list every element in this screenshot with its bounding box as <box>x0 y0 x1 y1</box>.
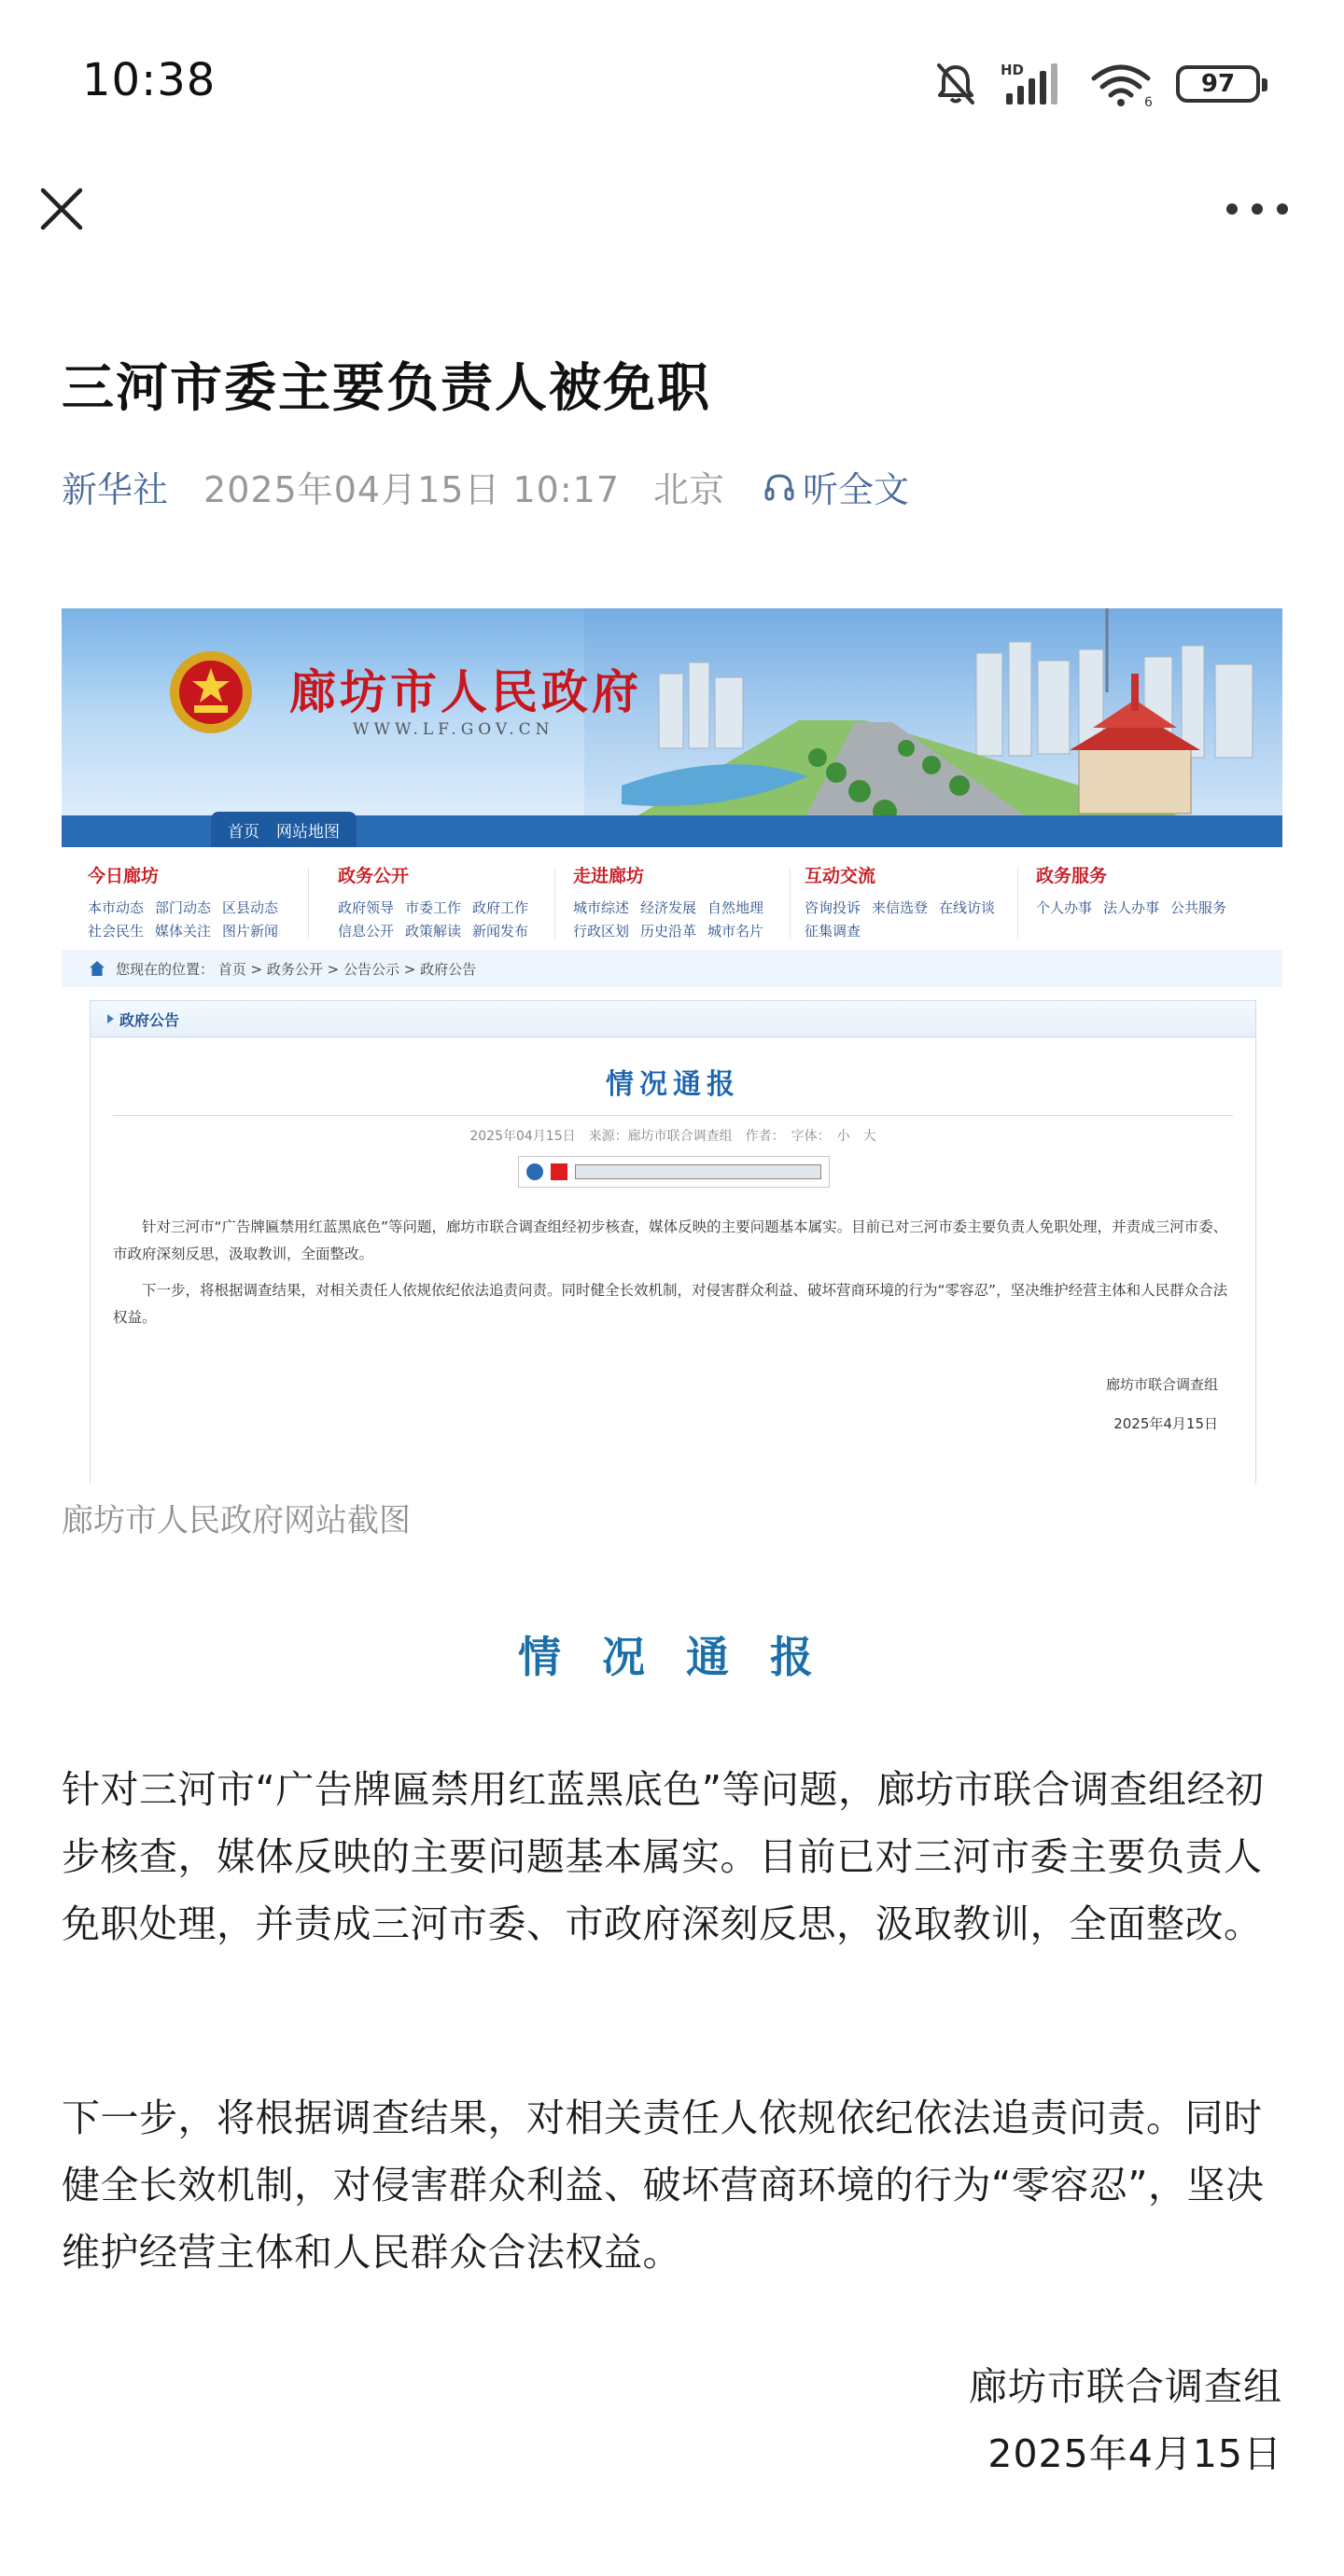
gov-category-link[interactable]: 政府工作 <box>472 899 529 916</box>
gov-notice-panel <box>90 1000 1256 1483</box>
city-scene-illustration <box>584 608 1282 847</box>
gov-category-link[interactable]: 政策解读 <box>405 923 462 940</box>
gov-category-link[interactable]: 政府领导 <box>338 899 395 916</box>
gov-category-link[interactable]: 城市综述 <box>573 899 630 916</box>
signature-org: 廊坊市联合调查组 <box>969 2364 1282 2409</box>
notice-paragraph: 下一步，将根据调查结果，对相关责任人依规依纪依法追责问责。同时健全长效机制，对侵害群众利益、破坏营商环境的行为“零容忍”，坚决维护经营主体和人民群众合法权益。 <box>62 2096 1265 2275</box>
image-caption: 廊坊市人民政府网站截图 <box>62 1502 411 1539</box>
gov-category-link[interactable]: 新闻发布 <box>472 923 529 940</box>
gov-category-title: 今日廊坊 <box>88 866 160 886</box>
gov-category-link[interactable]: 城市名片 <box>707 923 764 940</box>
play-icon[interactable] <box>526 1163 543 1180</box>
gov-notice-paragraph: 下一步，将根据调查结果，对相关责任人依规依纪依法追责问责。同时健全长效机制，对侵害群众利益、破坏营商环境的行为“零容忍”，坚决维护经营主体和人民群众合法权益。 <box>113 1282 1228 1326</box>
gov-notice-title: 情况通报 <box>606 1068 740 1101</box>
gov-category-bar <box>62 847 1282 951</box>
gov-signature-date: 2025年4月15日 <box>1113 1415 1218 1432</box>
gov-notice-meta: 2025年04月15日 来源：廊坊市联合调查组 作者： 字体： 小 大 <box>469 1129 876 1144</box>
gov-category-link[interactable]: 咨询投诉 <box>805 899 861 916</box>
bell-muted-icon <box>931 60 980 108</box>
article-location: 北京 <box>653 469 725 510</box>
gov-category <box>573 862 788 943</box>
listen-label: 听全文 <box>803 469 910 510</box>
gov-category-link[interactable]: 行政区划 <box>573 923 630 940</box>
more-options-button[interactable] <box>1226 192 1288 226</box>
more-dots-icon <box>1226 203 1238 215</box>
gov-banner <box>62 608 1282 847</box>
gov-category-link[interactable]: 征集调查 <box>805 923 861 940</box>
article-title: 三河市委主要负责人被免职 <box>62 358 711 419</box>
gov-category-title: 政务服务 <box>1036 866 1108 886</box>
gov-nav-tabs <box>211 812 357 847</box>
divider <box>113 1115 1233 1116</box>
gov-category-link[interactable]: 历史沿革 <box>640 923 697 940</box>
gov-tab-sitemap[interactable]: 网站地图 <box>276 822 340 842</box>
article-source[interactable]: 新华社 <box>62 469 169 510</box>
audio-player <box>518 1156 830 1188</box>
notice-paragraph: 针对三河市“广告牌匾禁用红蓝黑底色”等问题，廊坊市联合调查组经初步核查，媒体反映的主要问题基本属实。目前已对三河市委主要负责人免职处理，并责成三河市委、市政府深刻反思，汲取教训，全面整改。 <box>62 1767 1265 1946</box>
gov-tab-home[interactable]: 首页 <box>228 822 259 842</box>
gov-signature-org: 廊坊市联合调查组 <box>1105 1376 1218 1393</box>
notice-signature <box>969 2353 1282 2487</box>
close-button[interactable] <box>35 183 88 235</box>
gov-notice-signature <box>1106 1365 1218 1443</box>
stop-icon[interactable] <box>551 1163 567 1180</box>
gov-category-title: 互动交流 <box>805 866 876 886</box>
gov-category-link[interactable]: 市委工作 <box>405 899 462 916</box>
gov-breadcrumb <box>62 950 1282 987</box>
signature-date: 2025年4月15日 <box>987 2431 1282 2476</box>
gov-category <box>1036 862 1251 920</box>
status-bar <box>0 0 1344 168</box>
gov-category-title: 走进廊坊 <box>573 866 645 886</box>
gov-category-link[interactable]: 来信选登 <box>872 899 929 916</box>
home-icon <box>90 961 105 976</box>
national-emblem-icon <box>166 647 256 737</box>
audio-progress-track[interactable] <box>575 1164 821 1179</box>
gov-category-link[interactable]: 个人办事 <box>1036 899 1093 916</box>
gov-website-screenshot[interactable] <box>62 608 1282 1483</box>
gov-category <box>805 862 1019 943</box>
network-label: HD <box>1001 62 1025 78</box>
status-time: 10:38 <box>82 54 217 106</box>
gov-category-title: 政务公开 <box>338 866 410 886</box>
battery-icon: 97 <box>1176 65 1260 103</box>
gov-category-link[interactable]: 本市动态 <box>88 899 145 916</box>
gov-category <box>338 862 553 943</box>
article-meta <box>62 461 909 512</box>
gov-category-link[interactable]: 媒体关注 <box>155 923 212 940</box>
gov-category-link[interactable]: 社会民生 <box>88 923 145 940</box>
wifi-badge: 6 <box>1144 95 1153 108</box>
gov-category <box>88 862 302 943</box>
article-datetime: 2025年04月15日 10:17 <box>203 469 621 510</box>
gov-category-link[interactable]: 公共服务 <box>1170 899 1227 916</box>
gov-site-url: WWW.LF.GOV.CN <box>353 720 554 739</box>
wifi-icon <box>1090 60 1155 108</box>
gov-category-link[interactable]: 经济发展 <box>640 899 697 916</box>
gov-category-link[interactable]: 信息公开 <box>338 923 395 940</box>
gov-category-link[interactable]: 在线访谈 <box>939 899 996 916</box>
gov-category-link[interactable]: 法人办事 <box>1103 899 1160 916</box>
gov-category-link[interactable]: 区县动态 <box>222 899 279 916</box>
gov-panel-header <box>91 1001 1255 1037</box>
gov-category-link[interactable]: 部门动态 <box>155 899 212 916</box>
gov-notice-paragraph: 针对三河市“广告牌匾禁用红蓝黑底色”等问题，廊坊市联合调查组经初步核查，媒体反映的主要问题基本属实。目前已对三河市委主要负责人免职处理，并责成三河市委、市政府深刻反思，汲取教训，全面整改。 <box>113 1218 1228 1262</box>
gov-category-link[interactable]: 自然地理 <box>707 899 764 916</box>
gov-category-link[interactable]: 图片新闻 <box>222 923 279 940</box>
gov-breadcrumb-text[interactable]: 您现在的位置： 首页 > 政务公开 > 公告公示 > 政府公告 <box>116 960 477 978</box>
cellular-signal-icon <box>1001 60 1070 108</box>
notice-title: 情 况 通 报 <box>517 1632 827 1682</box>
gov-site-name: 廊坊市人民政府 <box>289 664 642 719</box>
gov-notice-body <box>113 1214 1233 1341</box>
gov-panel-header-label: 政府公告 <box>119 1010 180 1029</box>
triangle-right-icon <box>107 1014 114 1023</box>
close-icon <box>35 183 88 235</box>
status-icons <box>931 56 1260 112</box>
headphones-icon <box>763 471 795 503</box>
listen-full-text-button[interactable] <box>763 461 909 512</box>
